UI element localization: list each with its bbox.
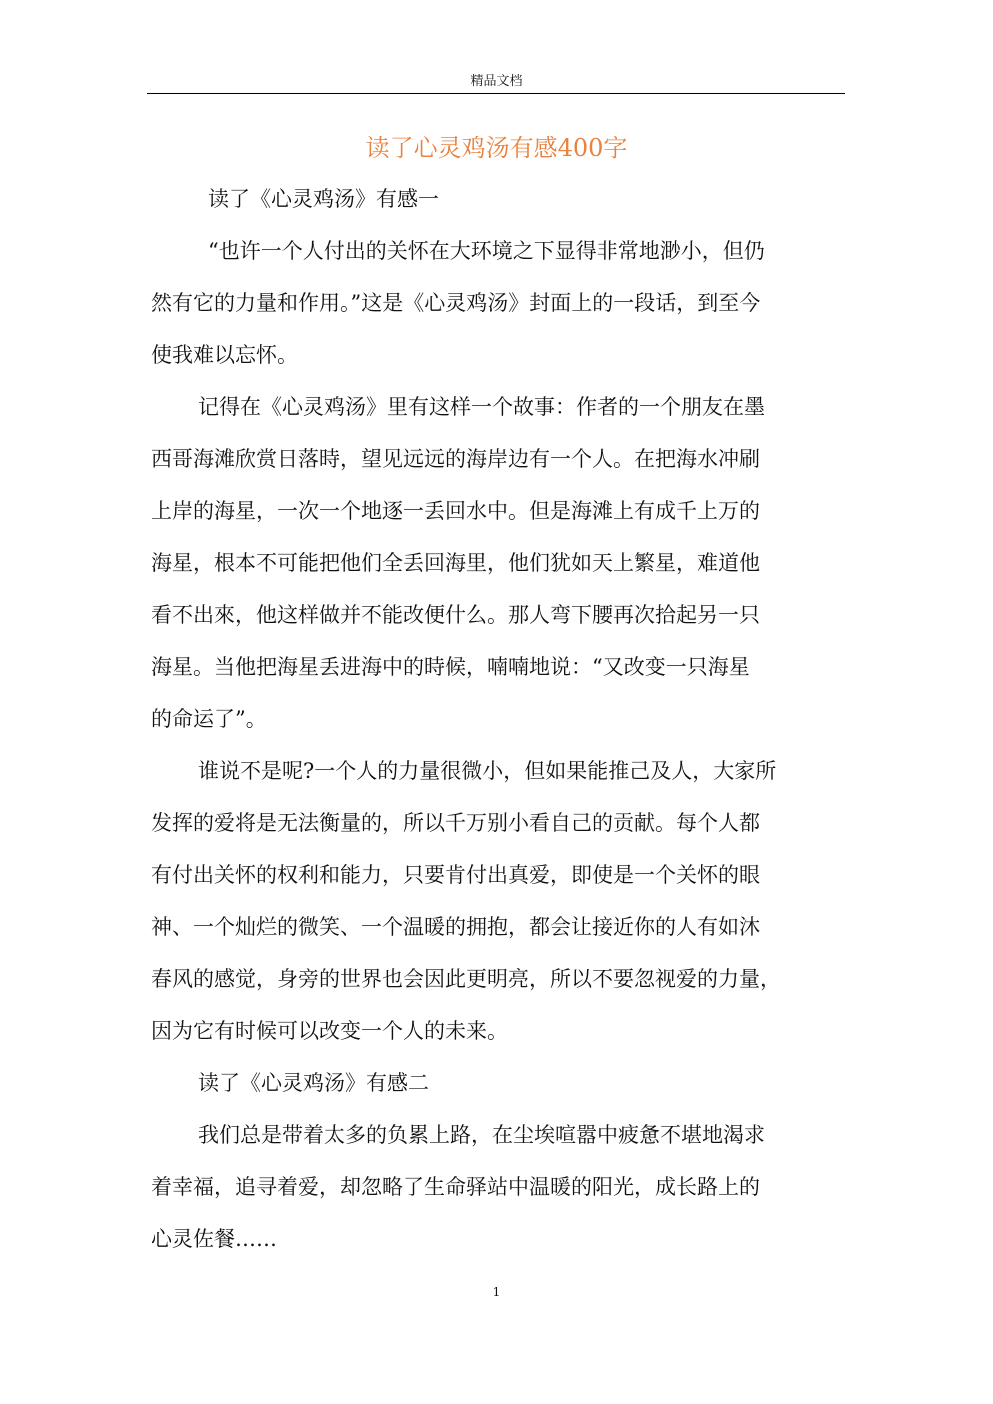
text-line: 的命运了”。 xyxy=(151,707,267,731)
text-line: 我们总是带着太多的负累上路，在尘埃喧嚣中疲惫不堪地渴求 xyxy=(198,1123,765,1147)
text-line: 海星，根本不可能把他们全丢回海里，他们犹如天上繁星，难道他 xyxy=(151,551,760,575)
text-line: 海星。当他把海星丢进海中的時候，喃喃地说：“又改变一只海星 xyxy=(151,655,750,679)
page-header: 精品文档 xyxy=(470,74,523,89)
document-title: 读了心灵鸡汤有感400字 xyxy=(365,134,628,162)
text-line: 着幸福，追寻着爱，却忽略了生命驿站中温暖的阳光，成长路上的 xyxy=(151,1175,760,1199)
text-line: 有付出关怀的权利和能力，只要肯付出真爱，即使是一个关怀的眼 xyxy=(151,863,760,887)
text-line: 看不出來，他这样做并不能改便什么。那人弯下腰再次拾起另一只 xyxy=(151,603,760,627)
text-line: 发挥的爱将是无法衡量的，所以千万别小看自己的贡献。每个人都 xyxy=(151,811,760,835)
text-line: “也许一个人付出的关怀在大环境之下显得非常地渺小，但仍 xyxy=(208,239,765,263)
text-line: 心灵佐餐…… xyxy=(151,1227,277,1251)
document-body xyxy=(151,180,841,1272)
text-line: 因为它有时候可以改变一个人的未来。 xyxy=(151,1019,508,1043)
page-number: 1 xyxy=(492,1285,501,1299)
text-line: 使我难以忘怀。 xyxy=(151,343,298,367)
text-line: 神、一个灿烂的微笑、一个温暖的拥抱，都会让接近你的人有如沐 xyxy=(151,915,760,939)
header-divider xyxy=(147,93,845,94)
text-line: 西哥海滩欣赏日落時，望见远远的海岸边有一个人。在把海水冲刷 xyxy=(151,447,760,471)
text-line: 上岸的海星，一次一个地逐一丢回水中。但是海滩上有成千上万的 xyxy=(151,499,760,523)
text-line: 春风的感觉，身旁的世界也会因此更明亮，所以不要忽视爱的力量， xyxy=(151,967,781,991)
text-line: 读了《心灵鸡汤》有感一 xyxy=(208,187,439,211)
text-line: 读了《心灵鸡汤》有感二 xyxy=(198,1071,429,1095)
text-line: 然有它的力量和作用。”这是《心灵鸡汤》封面上的一段话，到至今 xyxy=(151,291,761,315)
text-line: 记得在《心灵鸡汤》里有这样一个故事：作者的一个朋友在墨 xyxy=(198,395,765,419)
text-line: 谁说不是呢?一个人的力量很微小，但如果能推己及人，大家所 xyxy=(198,759,777,783)
